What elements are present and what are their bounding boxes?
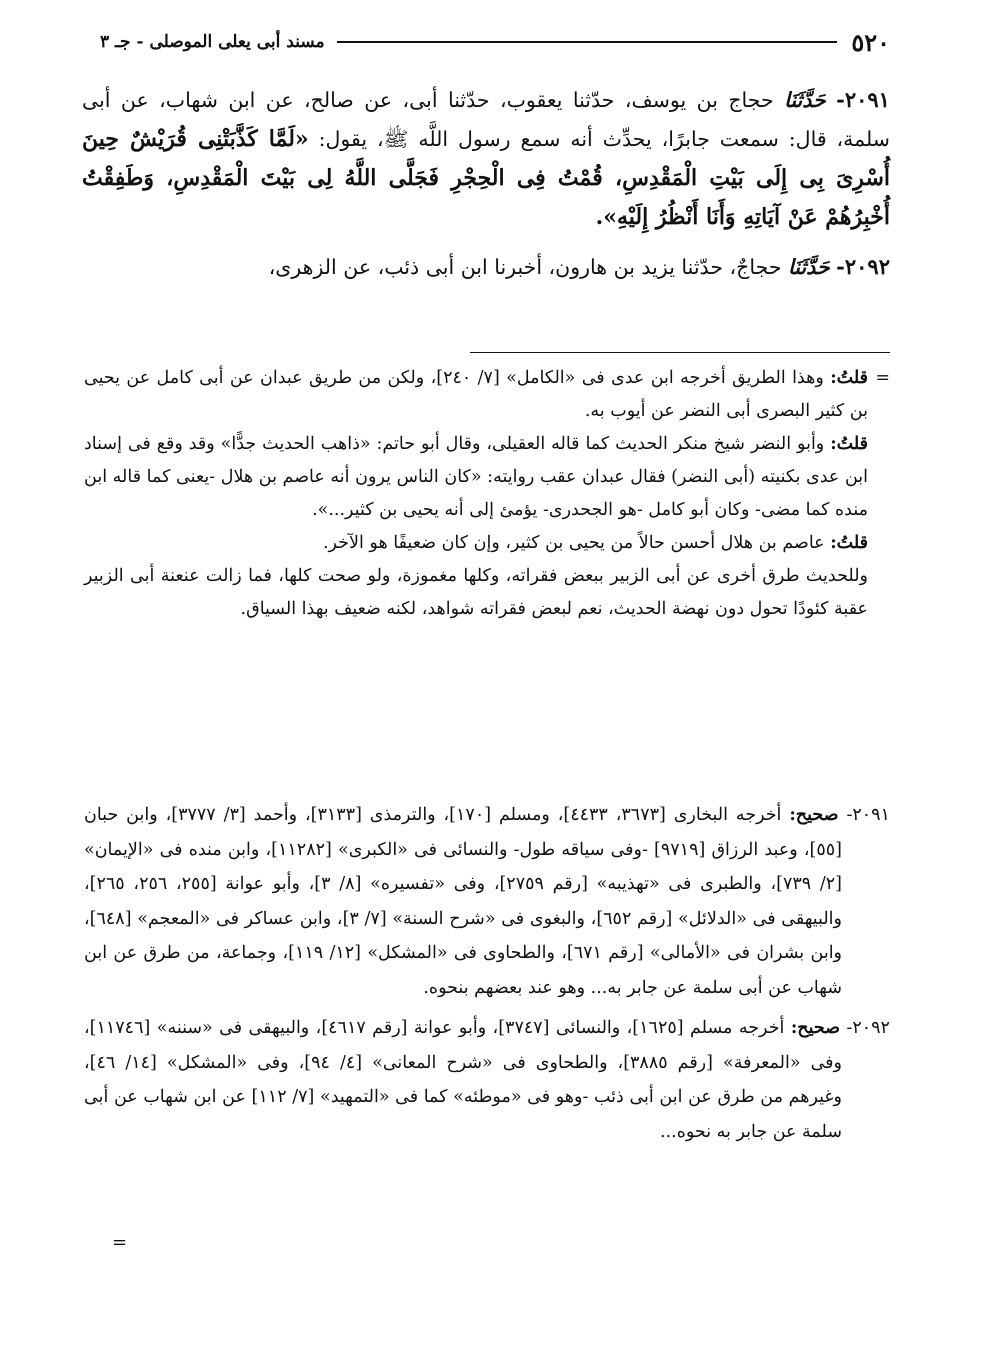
footnote xyxy=(84,527,890,560)
page-header xyxy=(100,24,890,60)
hadith-matn: «لَمَّا كَذَّبَتْنِى قُرَيْشٌ حِينَ أُسْرِىَ بِى إِلَى بَيْتِ الْمَقْدِسِ، قُمْتُ فِى الْحِجْرِ فَجَلَّى اللَّهُ لِى بَيْتَ الْمَقْدِسِ، وَطَفِقْتُ أُخْبِرُهُمْ عَنْ آيَاتِهِ وَأَنَا أَنْظُرُ إِلَيْهِ». xyxy=(82,126,890,230)
hadith-isnad: حجاجٌ، حدّثنا يزيد بن هارون، أخبرنا ابن أبى ذئب، عن الزهرى، xyxy=(268,255,782,279)
footnote-text: عاصم بن هلال أحسن حالاً من يحيى بن كثير، وإن كان ضعيفًا هو الآخر. xyxy=(322,533,825,553)
takhrij-number: ٢٠٩٢- xyxy=(846,1018,890,1038)
takhrij-text: أخرجه مسلم [١٦٢٥]، والنسائى [٣٧٤٧]، وأبو عوانة [رقم ٤٦١٧]، والبيهقى فى «سننه» [١١٧٤٦]، وفى «المعرفة» [رقم ٣٨٨٥]، والطحاوى فى «شرح المعانى» [٤/ ٩٤]، وفى «المشكل» [١٤/ ٤٦]، وغيرهم من طرق عن ابن أبى ذئب -وهو فى «موطئه» كما فى «التمهيد» [٧/ ١١٢] عن ابن شهاب عن أبى سلمة عن جابر به نحوه... xyxy=(84,1018,842,1142)
footnote-text: وهذا الطريق أخرجه ابن عدى فى «الكامل» [٧/ ٢٤٠]، ولكن من طريق عبدان عن أبى كامل عن يحيى بن كثير البصرى أبى النضر عن أيوب به. xyxy=(84,368,868,421)
hadith-isnad: حجاج بن يوسف، حدّثنا يعقوب، حدّثنا أبى، عن صالح، عن ابن شهاب، عن أبى سلمة، قال: سمعت جابرًا، يحدِّث أنه سمع رسول اللَّه ﷺ، يقول: xyxy=(82,88,890,151)
haddathana-word: حَدَّثَنَا xyxy=(784,88,826,112)
footnotes xyxy=(84,362,890,626)
page-number: ٥٢٠ xyxy=(851,27,890,57)
continuation-mark: = xyxy=(875,368,890,388)
continuation-mark: = xyxy=(112,1232,128,1253)
haddathana-word: حَدَّثَنَا xyxy=(788,255,830,279)
takhrij-2091 xyxy=(84,798,890,1005)
hadith-2091 xyxy=(82,80,890,237)
qult-label: قلتُ: xyxy=(830,533,868,553)
takhrij-section xyxy=(84,798,890,1149)
qult-label: قلتُ: xyxy=(830,368,868,388)
footnote-text: وأبو النضر شيخ منكر الحديث كما قاله العقيلى، وقال أبو حاتم: «ذاهب الحديث جدًّا» وقد وقع فى إسناد ابن عدى بكنيته (أبى النضر) فقال عبدان عقب روايته: «كان الناس يرون أنه عاصم بن هلال -يعنى كما قاله ابن منده كما مضى- وكان أبو كامل -هو الجحدرى- يؤمئ إلى أنه يحيى بن كثير...». xyxy=(84,434,868,520)
takhrij-2092 xyxy=(84,1011,890,1149)
footnote-text: وللحديث طرق أخرى عن أبى الزبير ببعض فقراته، وكلها مغموزة، ولو صحت كلها، فما زالت عنعنة أبى الزبير عقبة كئودًا تحول دون نهضة الحديث، نعم لبعض فقراته شواهد، لكنه ضعيف بهذا السياق. xyxy=(84,566,868,619)
hadith-number: ٢٠٩١- xyxy=(836,87,890,112)
running-title: مسند أبى يعلى الموصلى - جـ ٣ xyxy=(100,32,325,52)
header-rule xyxy=(337,41,838,43)
hadith-2092 xyxy=(82,247,890,287)
qult-label: قلتُ: xyxy=(830,434,868,454)
hadith-number: ٢٠٩٢- xyxy=(836,254,890,279)
footnote xyxy=(84,428,890,527)
takhrij-text: أخرجه البخارى [٣٦٧٣، ٤٤٣٣]، ومسلم [١٧٠]، والترمذى [٣١٣٣]، وأحمد [٣/ ٣٧٧٧]، وابن حبان [٥٥]، وعبد الرزاق [٩٧١٩] -وفى سياقه طول- والنسائى فى «الكبرى» [١١٢٨٢]، وابن منده فى «الإيمان» [٢/ ٧٣٩]، والطبرى فى «تهذيبه» [رقم ٢٧٥٩]، وفى «تفسيره» [٨/ ٣]، وأبو عوانة [٢٥٥، ٢٥٦، ٢٦٥]، والبيهقى فى «الدلائل» [رقم ٦٥٢]، والبغوى فى «شرح السنة» [٧/ ٣]، وابن عساكر فى «المعجم» [٦٤٨]، وابن بشران فى «الأمالى» [رقم ٦٧١]، والطحاوى فى «المشكل» [١٢/ ١١٩]، وجماعة، من طرق عن ابن شهاب عن أبى سلمة عن جابر به... وهو عند بعضهم بنحوه. xyxy=(84,805,843,998)
takhrij-number: ٢٠٩١- xyxy=(846,805,890,825)
hadith-text xyxy=(82,80,890,287)
footnote-divider xyxy=(470,352,890,353)
grade-label: صحيح: xyxy=(790,1018,841,1038)
footnote xyxy=(84,362,890,428)
grade-label: صحيح: xyxy=(789,805,839,825)
footnote xyxy=(84,560,890,626)
